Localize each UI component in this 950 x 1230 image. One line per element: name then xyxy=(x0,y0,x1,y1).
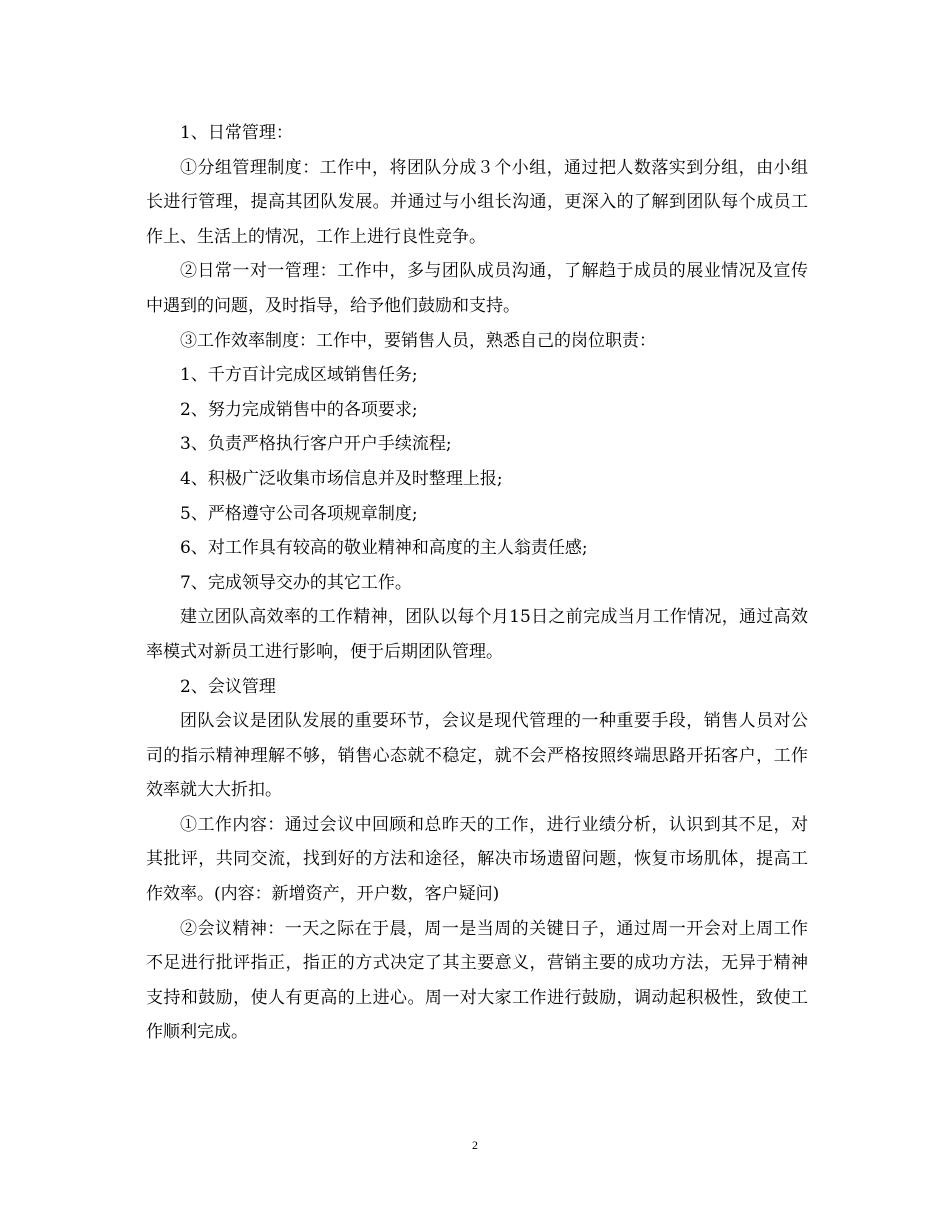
list-item-5: 5、严格遵守公司各项规章制度; xyxy=(180,503,418,524)
list-item-2: 2、努力完成销售中的各项要求; xyxy=(180,399,418,420)
list-item-4: 4、积极广泛收集市场信息并及时整理上报; xyxy=(180,468,503,489)
page-number: 2 xyxy=(472,1138,478,1152)
list-item-6: 6、对工作具有较高的敬业精神和高度的主人翁责任感; xyxy=(180,538,588,559)
list-item-1: 1、千方百计完成区域销售任务; xyxy=(180,365,418,386)
paragraph-work-content: ①工作内容：通过会议中回顾和总昨天的工作，进行业绩分析，认识到其不足，对其批评，共同交流，找到好的方法和途径，解决市场遗留问题，恢复市场肌体，提高工作效率。(内容：新增资产，开户数，客户疑问) xyxy=(146,814,808,905)
list-item-7: 7、完成领导交办的其它工作。 xyxy=(180,572,412,593)
paragraph-efficiency-system: ③工作效率制度：工作中，要销售人员，熟悉自己的岗位职责： xyxy=(180,330,656,351)
paragraph-heading-meeting-management: 2、会议管理 xyxy=(180,676,276,697)
paragraph-team-efficiency: 建立团队高效率的工作精神，团队以每个月15日之前完成当月工作情况，通过高效率模式对新员工进行影响，便于后期团队管理。 xyxy=(146,607,808,662)
paragraph-one-on-one-management: ②日常一对一管理：工作中，多与团队成员沟通，了解趋于成员的展业情况及宣传中遇到的问题，及时指导，给予他们鼓励和支持。 xyxy=(146,261,808,316)
paragraph-meeting-spirit: ②会议精神：一天之际在于晨，周一是当周的关键日子，通过周一开会对上周工作不足进行批评指正，指正的方式决定了其主要意义，营销主要的成功方法，无异于精神支持和鼓励，使人有更高的上进心。周一对大家工作进行鼓励，调动起积极性，致使工作顺利完成。 xyxy=(146,918,808,1043)
paragraph-team-meeting: 团队会议是团队发展的重要环节，会议是现代管理的一种重要手段，销售人员对公司的指示精神理解不够，销售心态就不稳定，就不会严格按照终端思路开拓客户，工作效率就大大折扣。 xyxy=(146,711,808,801)
list-item-3: 3、负责严格执行客户开户手续流程; xyxy=(180,434,452,455)
paragraph-group-management: ①分组管理制度：工作中，将团队分成３个小组，通过把人数落实到分组，由小组长进行管理，提高其团队发展。并通过与小组长沟通，更深入的了解到团队每个成员工作上、生活上的情况，工作上进行良性竞争。 xyxy=(146,157,808,247)
paragraph-heading-daily-management: 1、日常管理： xyxy=(180,123,293,143)
document-body xyxy=(146,116,808,1050)
